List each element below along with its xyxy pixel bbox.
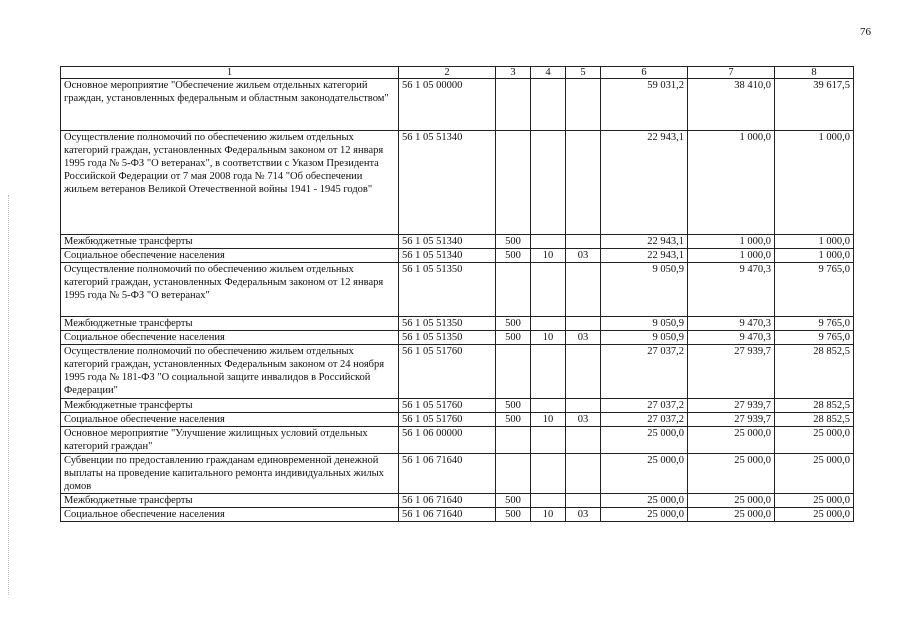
row-col3-cell: 500 [496,508,531,522]
row-value7-cell: 25 000,0 [688,494,775,508]
row-col3-cell: 500 [496,235,531,249]
margin-scan-marks [8,195,10,595]
row-value8-cell: 25 000,0 [775,508,854,522]
row-col3-cell [496,427,531,454]
row-value8-cell: 25 000,0 [775,494,854,508]
row-code-cell: 56 1 05 51350 [399,263,496,317]
row-value8-cell: 25 000,0 [775,454,854,494]
row-code-cell: 56 1 05 51350 [399,331,496,345]
header-row [61,67,854,79]
row-col5-cell [566,454,601,494]
row-col4-cell [531,131,566,235]
row-value7-cell: 9 470,3 [688,331,775,345]
row-col3-cell [496,263,531,317]
row-code-cell: 56 1 06 71640 [399,508,496,522]
row-col3-cell: 500 [496,413,531,427]
row-value8-cell: 1 000,0 [775,249,854,263]
row-value7-cell: 1 000,0 [688,249,775,263]
row-value6-cell: 22 943,1 [601,249,688,263]
row-value6-cell: 9 050,9 [601,263,688,317]
table-row [61,413,854,427]
row-code-cell: 56 1 05 51340 [399,131,496,235]
table-row [61,508,854,522]
row-col4-cell [531,345,566,399]
row-code-cell: 56 1 06 71640 [399,494,496,508]
row-col3-cell: 500 [496,331,531,345]
row-value7-cell: 1 000,0 [688,131,775,235]
row-value8-cell: 28 852,5 [775,345,854,399]
row-name-cell: Межбюджетные трансферты [61,494,399,508]
row-col3-cell: 500 [496,399,531,413]
row-name-cell: Осуществление полномочий по обеспечению жильем отдельных категорий граждан, установленных Федеральным законом от 12 января 1995 года № 5-ФЗ "О ветеранах", в соответствии с Указом Президента Российской Федерации от 7 мая 2008 года № 714 "Об обеспечении жильем ветеранов Великой Отечественной войны 1941 - 1945 годов" [61,131,399,235]
row-name-cell: Осуществление полномочий по обеспечению жильем отдельных категорий граждан, установленных Федеральным законом от 12 января 1995 года № 5-ФЗ "О ветеранах" [61,263,399,317]
row-col4-cell [531,427,566,454]
row-name-cell: Осуществление полномочий по обеспечению жильем отдельных категорий граждан, установленных Федеральным законом от 24 ноября 1995 года № 181-ФЗ "О социальной защите инвалидов в Российской Федерации" [61,345,399,399]
row-name-cell: Межбюджетные трансферты [61,235,399,249]
row-code-cell: 56 1 05 00000 [399,79,496,131]
row-col3-cell [496,454,531,494]
row-col4-cell [531,494,566,508]
row-value7-cell: 27 939,7 [688,345,775,399]
header-col-3: 3 [496,67,531,79]
header-col-8: 8 [775,67,854,79]
row-col5-cell [566,399,601,413]
row-value6-cell: 27 037,2 [601,399,688,413]
header-col-1: 1 [61,67,399,79]
row-name-cell: Социальное обеспечение населения [61,249,399,263]
budget-table [60,66,854,522]
row-col4-cell [531,235,566,249]
row-col3-cell [496,345,531,399]
table-row [61,317,854,331]
row-value6-cell: 25 000,0 [601,494,688,508]
row-value7-cell: 1 000,0 [688,235,775,249]
row-value7-cell: 9 470,3 [688,263,775,317]
row-value8-cell: 9 765,0 [775,317,854,331]
row-code-cell: 56 1 06 71640 [399,454,496,494]
row-col5-cell [566,235,601,249]
row-col5-cell [566,494,601,508]
row-name-cell: Основное мероприятие "Улучшение жилищных условий отдельных категорий граждан" [61,427,399,454]
row-col4-cell [531,454,566,494]
row-value6-cell: 22 943,1 [601,235,688,249]
row-value6-cell: 27 037,2 [601,345,688,399]
row-value6-cell: 25 000,0 [601,508,688,522]
row-col4-cell: 10 [531,508,566,522]
header-col-7: 7 [688,67,775,79]
table-row [61,427,854,454]
row-col5-cell: 03 [566,508,601,522]
row-value8-cell: 25 000,0 [775,427,854,454]
header-col-2: 2 [399,67,496,79]
row-name-cell: Межбюджетные трансферты [61,317,399,331]
row-col4-cell [531,317,566,331]
row-code-cell: 56 1 05 51760 [399,345,496,399]
row-code-cell: 56 1 05 51350 [399,317,496,331]
row-col5-cell [566,427,601,454]
row-col3-cell [496,131,531,235]
row-col4-cell: 10 [531,249,566,263]
row-code-cell: 56 1 05 51340 [399,249,496,263]
row-value8-cell: 28 852,5 [775,413,854,427]
table-row [61,454,854,494]
row-col5-cell: 03 [566,413,601,427]
row-name-cell: Основное мероприятие "Обеспечение жильем отдельных категорий граждан, установленных федеральным и областным законодательством" [61,79,399,131]
table-row [61,331,854,345]
row-value7-cell: 25 000,0 [688,508,775,522]
row-value6-cell: 25 000,0 [601,454,688,494]
row-col3-cell [496,79,531,131]
table-row [61,235,854,249]
row-col4-cell: 10 [531,413,566,427]
row-value7-cell: 38 410,0 [688,79,775,131]
row-name-cell: Социальное обеспечение населения [61,508,399,522]
row-col5-cell: 03 [566,331,601,345]
row-value8-cell: 28 852,5 [775,399,854,413]
header-col-4: 4 [531,67,566,79]
row-value6-cell: 9 050,9 [601,317,688,331]
row-value6-cell: 22 943,1 [601,131,688,235]
row-name-cell: Межбюджетные трансферты [61,399,399,413]
table-row [61,263,854,317]
row-col5-cell [566,131,601,235]
row-col5-cell: 03 [566,249,601,263]
row-name-cell: Социальное обеспечение населения [61,331,399,345]
table-body [61,79,854,522]
row-value6-cell: 27 037,2 [601,413,688,427]
row-value6-cell: 59 031,2 [601,79,688,131]
row-col3-cell: 500 [496,494,531,508]
row-name-cell: Субвенции по предоставлению гражданам единовременной денежной выплаты на проведение капитального ремонта индивидуальных жилых домов [61,454,399,494]
row-value7-cell: 27 939,7 [688,399,775,413]
table-row [61,79,854,131]
row-col5-cell [566,317,601,331]
row-code-cell: 56 1 06 00000 [399,427,496,454]
row-value7-cell: 25 000,0 [688,454,775,494]
page-number: 76 [860,26,871,38]
row-col5-cell [566,345,601,399]
row-name-cell: Социальное обеспечение населения [61,413,399,427]
row-col4-cell [531,399,566,413]
row-value7-cell: 9 470,3 [688,317,775,331]
row-col5-cell [566,263,601,317]
table-row [61,249,854,263]
header-col-5: 5 [566,67,601,79]
row-value6-cell: 25 000,0 [601,427,688,454]
row-col4-cell [531,263,566,317]
table-row [61,345,854,399]
table-row [61,131,854,235]
row-value7-cell: 25 000,0 [688,427,775,454]
row-code-cell: 56 1 05 51760 [399,413,496,427]
table-row [61,399,854,413]
header-col-6: 6 [601,67,688,79]
row-col3-cell: 500 [496,249,531,263]
row-col4-cell [531,79,566,131]
row-value7-cell: 27 939,7 [688,413,775,427]
row-value8-cell: 9 765,0 [775,263,854,317]
row-value6-cell: 9 050,9 [601,331,688,345]
row-value8-cell: 9 765,0 [775,331,854,345]
row-value8-cell: 1 000,0 [775,131,854,235]
row-code-cell: 56 1 05 51340 [399,235,496,249]
row-col3-cell: 500 [496,317,531,331]
table-row [61,494,854,508]
row-col4-cell: 10 [531,331,566,345]
row-value8-cell: 39 617,5 [775,79,854,131]
row-col5-cell [566,79,601,131]
row-code-cell: 56 1 05 51760 [399,399,496,413]
row-value8-cell: 1 000,0 [775,235,854,249]
